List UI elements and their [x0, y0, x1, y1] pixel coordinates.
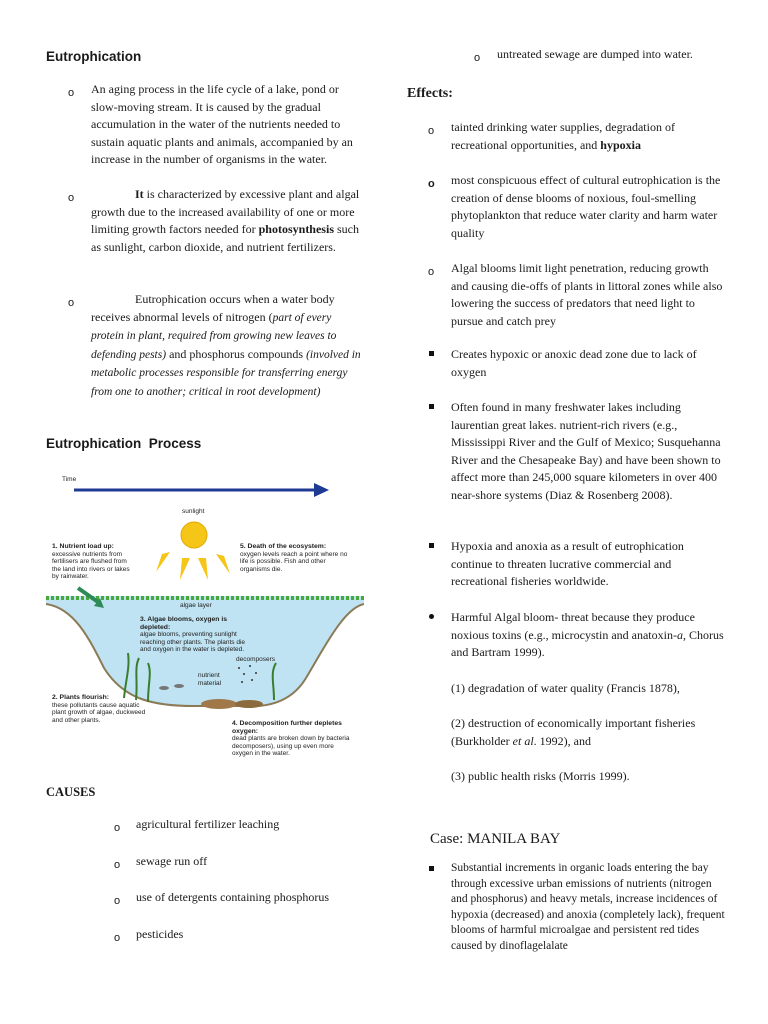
section-title-effects: Effects:	[407, 86, 453, 101]
bullet-marker: o	[428, 178, 435, 190]
numbered-item: (1) degradation of water quality (Francis 1878),	[451, 681, 680, 695]
section-title-case: Case: MANILA BAY	[430, 831, 561, 847]
step4-caption: 4. Decomposition further depletes oxygen: dead plants are broken down by bacteria decomposers), using up even more oxygen in the water.	[232, 720, 350, 757]
bullet-marker: o	[114, 822, 121, 834]
cause-item-sewage: untreated sewage are dumped into water.	[497, 47, 693, 61]
section-title-process: Eutrophication Process	[46, 436, 202, 451]
bullet-marker: o	[68, 297, 75, 309]
effect-item: Algal blooms limit light penetration, reducing growth and causing die-offs of plants in littoral zones while also lowering the success of predators that need light to pursue and catch prey	[451, 261, 723, 328]
eutrophication-diagram	[44, 468, 364, 768]
bullet-marker: o	[68, 87, 75, 99]
bullet-marker: o	[428, 266, 435, 278]
cause-item: agricultural fertilizer leaching	[136, 817, 280, 831]
decomposers-label: decomposers	[236, 656, 276, 663]
section-title-eutrophication: Eutrophication	[46, 49, 142, 64]
effect-item: Harmful Algal bloom- threat because they produce noxious toxins (e.g., microcystin and anatoxin-a, Chorus and Bartram 1999).	[451, 610, 724, 659]
numbered-item: (2) destruction of economically important fisheries (Burkholder et al. 1992), and	[451, 716, 696, 748]
numbered-item: (3) public health risks (Morris 1999).	[451, 769, 630, 783]
step3-caption: 3. Algae blooms, oxygen is depleted: algae blooms, preventing sunlight reaching other plants. The plants die and oxygen in the water is depleted.	[140, 616, 246, 653]
paragraph-causes-nitrogen: Eutrophication occurs when a water body receives abnormal levels of nitrogen (part of every protein in plant, required from growing new leaves to defending pests) and phosphorus compounds (involved in metabolic processes responsible for transferring energy from one to another; critical in root development)	[91, 292, 361, 398]
square-bullet	[429, 351, 434, 356]
algae-layer-label: algae layer	[180, 602, 212, 609]
bullet-marker: o	[68, 192, 75, 204]
nutrient-material-label: nutrient material	[198, 672, 222, 687]
step2-caption: 2. Plants flourish: these pollutants cause aquatic plant growth of algae, duckweed and other plants.	[52, 694, 146, 724]
square-bullet	[429, 404, 434, 409]
time-label: Time	[62, 476, 77, 483]
effect-item: Hypoxia and anoxia as a result of eutrophication continue to threaten lucrative commercial and recreational fisheries worldwide.	[451, 539, 684, 588]
section-title-causes: CAUSES	[46, 785, 96, 799]
step5-caption: 5. Death of the ecosystem: oxygen levels reach a point where no life is possible. Fish and other organisms die.	[240, 543, 348, 573]
bullet-marker: o	[114, 859, 121, 871]
bullet-marker: o	[474, 52, 481, 64]
round-bullet	[429, 614, 434, 619]
cause-item: pesticides	[136, 927, 184, 941]
step1-caption: 1. Nutrient load up: excessive nutrients from fertilisers are flushed from the land into rivers or lakes by rainwater.	[52, 543, 130, 580]
square-bullet	[429, 543, 434, 548]
paragraph-characteristics: It is characterized by excessive plant and algal growth due to the increased availability of one or more limiting growth factors needed for photosynthesis such as sunlight, carbon dioxide, and nutrient fertilizers.	[91, 187, 360, 254]
sunlight-label: sunlight	[182, 508, 205, 515]
bullet-marker: o	[428, 125, 435, 137]
effect-item: Often found in many freshwater lakes including laurentian great lakes. nutrient-rich rivers (e.g., Mississippi River and the Gulf of Mexico; Susquehanna River and the Chesapeake Bay) and have been shown to affect more than 245,000 square kilometers in over 400 near-shore systems (Diaz & Rosenberg 2008).	[451, 400, 721, 502]
bullet-marker: o	[114, 895, 121, 907]
effect-item: Creates hypoxic or anoxic dead zone due to lack of oxygen	[451, 347, 697, 379]
bullet-marker: o	[114, 932, 121, 944]
effect-item: most conspicuous effect of cultural eutrophication is the creation of dense blooms of noxious, foul-smelling phytoplankton that reduce water clarity and harm water quality	[451, 173, 721, 240]
cause-item: sewage run off	[136, 854, 208, 868]
cause-item: use of detergents containing phosphorus	[136, 890, 330, 904]
square-bullet	[429, 866, 434, 871]
paragraph-definition: An aging process in the life cycle of a lake, pond or slow-moving stream. It is caused by the gradual accumulation in the water of the nutrients needed to sustain aquatic plants and animals, accompanied by an increase in the number of organisms in the water.	[91, 82, 353, 166]
case-paragraph: Substantial increments in organic loads entering the bay through excessive urban emissions of nutrients (nitrogen and phosphorus) and heavy metals, increase incidences of hypoxia (decreased) and anoxia (completely lack), frequent blooms of harmful microalgae and persistent red tides caused by dinoflagelalate	[451, 862, 725, 952]
effect-item: tainted drinking water supplies, degradation of recreational opportunities, and hypoxia	[451, 120, 675, 152]
